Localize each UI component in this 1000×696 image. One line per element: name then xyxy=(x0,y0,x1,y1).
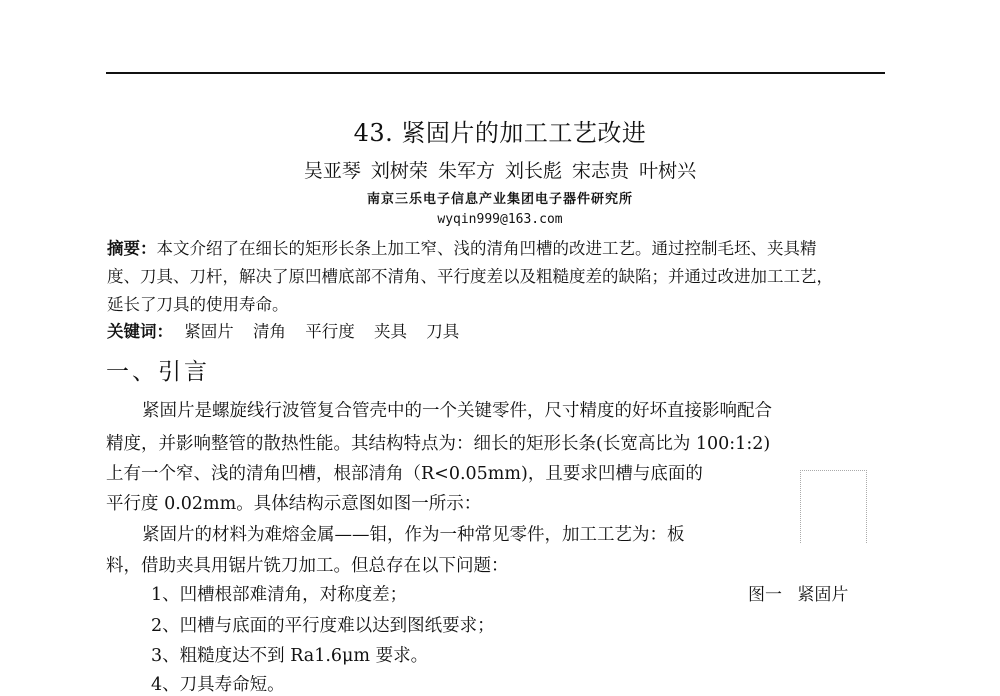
abstract-line-3: 延长了刀具的使用寿命。 xyxy=(107,295,289,314)
affiliation: 南京三乐电子信息产业集团电子器件研究所 xyxy=(366,192,633,207)
abstract-text: 本文介绍了在细长的矩形长条上加工窄、浅的清角凹槽的改进工艺。通过控制毛坯、夹具精 xyxy=(156,239,817,258)
author-email[interactable]: wyqin999@163.com xyxy=(437,212,563,227)
figure-placeholder xyxy=(800,470,867,543)
keywords-label: 关键词： xyxy=(107,322,173,341)
paragraph-line: 紧固片是螺旋线行波管复合管壳中的一个关键零件，尺寸精度的好坏直接影响配合 xyxy=(142,401,772,421)
keyword: 刀具 xyxy=(426,322,460,341)
paragraph-line: 平行度 0.02mm。具体结构示意图如图一所示： xyxy=(106,494,482,514)
header-rule xyxy=(106,72,885,74)
paragraph-line: 上有一个窄、浅的清角凹槽，根部清角（R<0.05mm)，且要求凹槽与底面的 xyxy=(106,464,703,484)
section-heading-introduction: 一、引言 xyxy=(106,359,210,385)
issue-item: 3、粗糙度达不到 Ra1.6μm 要求。 xyxy=(151,646,429,666)
abstract-label: 摘要： xyxy=(107,239,157,258)
keyword: 平行度 xyxy=(305,322,355,341)
keyword: 紧固片 xyxy=(184,322,234,341)
keyword: 夹具 xyxy=(374,322,407,341)
paragraph-line: 紧固片的材料为难熔金属——钼，作为一种常见零件，加工工艺为：板 xyxy=(142,525,685,545)
issue-item: 4、刀具寿命短。 xyxy=(151,675,285,695)
paper-title: 43. 紧固片的加工工艺改进 xyxy=(353,119,647,147)
keyword: 清角 xyxy=(253,322,286,341)
abstract-line-1 xyxy=(107,235,817,259)
author-list: 吴亚琴 刘树荣 朱军方 刘长彪 宋志贵 叶树兴 xyxy=(303,160,697,182)
paragraph-line: 料，借助夹具用锯片铣刀加工。但总存在以下问题： xyxy=(106,556,509,576)
issue-item: 1、凹槽根部难清角，对称度差； xyxy=(151,585,408,605)
issue-item: 2、凹槽与底面的平行度难以达到图纸要求； xyxy=(151,616,495,636)
abstract-line-2: 度、刀具、刀杆，解决了原凹槽底部不清角、平行度差以及粗糙度差的缺陷；并通过改进加工工艺， xyxy=(107,267,833,286)
paragraph-line: 精度，并影响整管的散热性能。其结构特点为：细长的矩形长条(长宽高比为 100:1:2) xyxy=(106,434,771,454)
figure-caption: 图一 紧固片 xyxy=(748,585,849,605)
keywords-line xyxy=(107,318,459,342)
